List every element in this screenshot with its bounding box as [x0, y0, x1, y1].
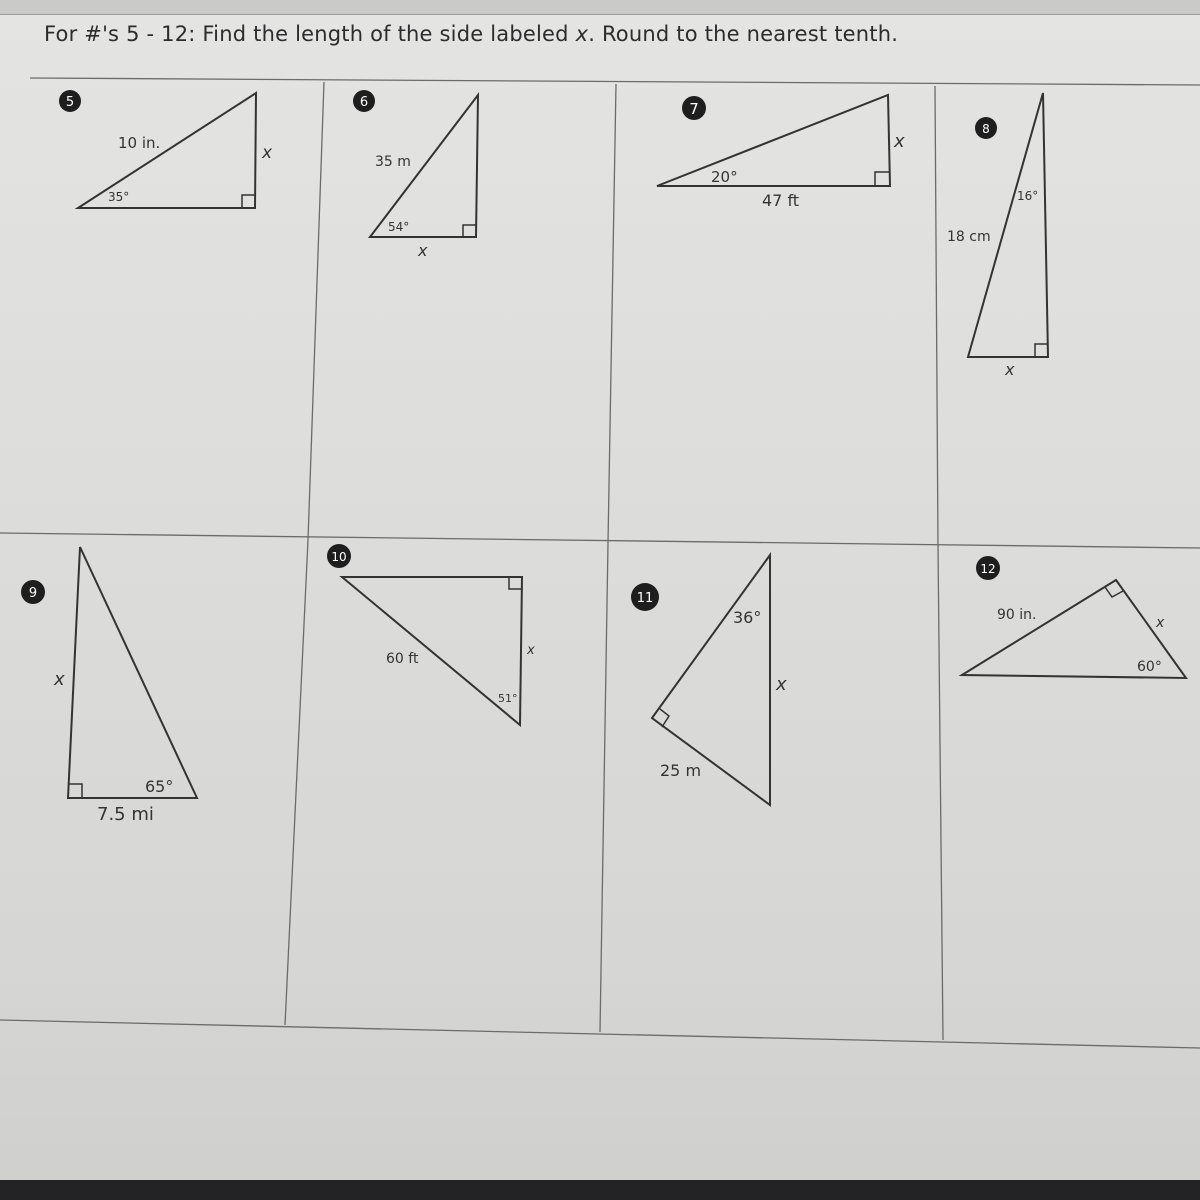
side-label: 25 m — [660, 761, 702, 780]
problem-8 — [947, 93, 1048, 379]
problem-number: 10 — [331, 550, 347, 564]
problem-12 — [962, 556, 1186, 678]
problem-number: 11 — [636, 591, 654, 606]
grid-col-line-3a — [935, 86, 938, 546]
side-label: 7.5 mi — [97, 804, 154, 825]
triangle — [78, 93, 256, 208]
problem-number: 9 — [28, 586, 38, 601]
unknown-x-label: x — [776, 674, 787, 695]
problem-6 — [353, 90, 478, 260]
instruction-suffix: . Round to the nearest tenth. — [588, 22, 899, 46]
unknown-x-label: x — [262, 143, 273, 163]
grid-col-line-2a — [608, 84, 616, 543]
side-label: 47 ft — [762, 191, 800, 210]
unknown-x-label: x — [1156, 615, 1165, 631]
instruction-prefix: For #'s 5 - 12: Find the length of the side labeled — [44, 22, 576, 46]
right-angle-mark — [509, 577, 522, 589]
problem-9 — [21, 547, 197, 825]
right-angle-mark — [463, 225, 476, 237]
grid-col-line-1b — [285, 540, 308, 1025]
right-angle-mark — [68, 784, 82, 798]
problem-number: 7 — [689, 100, 699, 118]
problem-number: 5 — [65, 95, 75, 110]
right-angle-mark — [242, 195, 255, 208]
problem-11 — [631, 555, 787, 805]
problem-number: 8 — [982, 122, 990, 136]
instruction-variable: x — [575, 22, 589, 46]
side-label: 90 in. — [997, 607, 1037, 623]
grid-col-line-3b — [938, 546, 943, 1040]
right-angle-mark — [1035, 344, 1048, 357]
angle-label: 35° — [108, 190, 130, 204]
side-label: 35 m — [375, 154, 411, 170]
grid-lines — [0, 78, 1200, 1048]
triangle — [342, 577, 522, 725]
angle-label: 54° — [388, 220, 410, 234]
grid-top-line — [30, 78, 1200, 85]
side-label: 18 cm — [947, 229, 991, 245]
unknown-x-label: x — [1005, 360, 1015, 379]
side-label: 60 ft — [386, 651, 419, 667]
unknown-x-label: x — [894, 131, 905, 152]
unknown-x-label: x — [527, 643, 535, 658]
angle-label: 65° — [145, 777, 174, 796]
problem-7 — [657, 95, 905, 210]
side-label: 10 in. — [118, 134, 161, 152]
bottom-edge — [0, 1180, 1200, 1200]
angle-label: 16° — [1017, 189, 1039, 203]
grid-col-line-1a — [308, 82, 324, 540]
angle-label: 36° — [733, 608, 762, 627]
problem-10 — [327, 544, 535, 725]
grid-middle-line — [0, 533, 1200, 548]
unknown-x-label: x — [418, 241, 428, 260]
problem-number: 6 — [359, 95, 369, 110]
unknown-x-label: x — [54, 669, 65, 690]
grid-col-line-2b — [600, 543, 608, 1032]
triangle — [68, 547, 197, 798]
right-angle-mark — [1105, 587, 1123, 597]
right-angle-mark — [875, 172, 889, 186]
angle-label: 51° — [498, 692, 518, 705]
angle-label: 20° — [711, 168, 738, 186]
angle-label: 60° — [1137, 659, 1162, 675]
problem-number: 12 — [980, 562, 996, 576]
problem-5 — [59, 90, 273, 208]
